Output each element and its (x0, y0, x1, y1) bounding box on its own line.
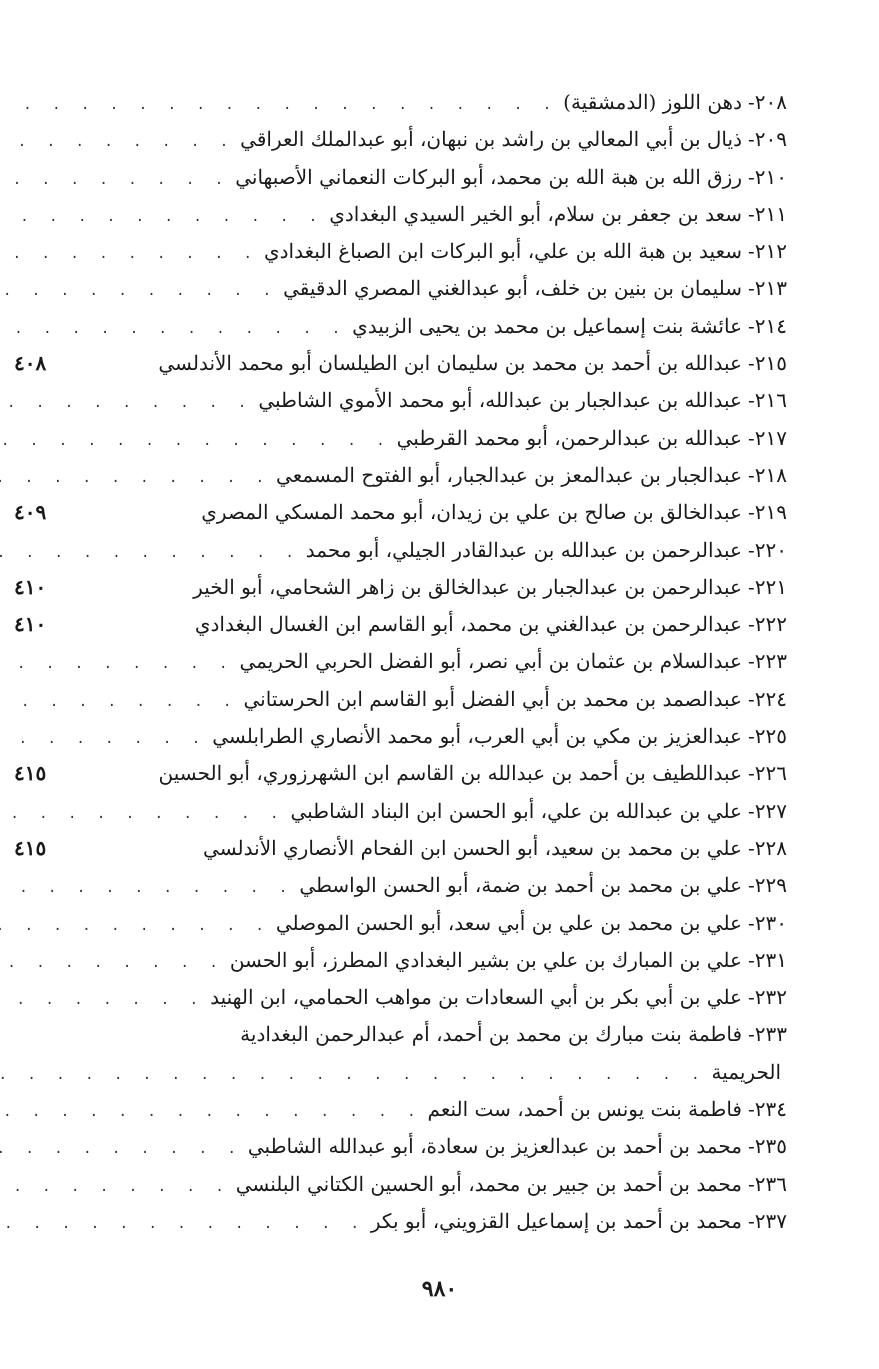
toc-entry (14, 121, 787, 158)
page-number: ٩٨٠ (421, 1276, 458, 1302)
entry-number: ٢١٠- (748, 164, 787, 189)
toc-entry (14, 159, 787, 196)
entry-title: عبدالخالق بن صالح بن علي بن زيدان، أبو محمد المسكي المصري (201, 500, 742, 525)
entry-number: ٢٢٢- (748, 612, 787, 637)
dot-leader (0, 87, 563, 124)
entry-title: عبدالله بن أحمد بن محمد بن سليمان ابن الطيلسان أبو محمد الأندلسي (158, 351, 742, 376)
toc-entry (14, 830, 787, 867)
entry-number: ٢١١- (748, 201, 787, 226)
entry-title: فاطمة بنت يونس بن أحمد، ست النعم (427, 1097, 742, 1122)
toc-entry (14, 793, 787, 830)
entry-number: ٢٢٨- (748, 835, 787, 860)
entry-number: ٢١٥- (748, 351, 787, 376)
toc-entry (14, 270, 787, 307)
entry-title: سليمان بن بنين بن خلف، أبو عبدالغني المصري الدقيقي (283, 276, 742, 301)
entry-title: علي بن محمد بن سعيد، أبو الحسن ابن الفحام الأنصاري الأندلسي (203, 835, 742, 860)
entry-number: ٢٠٩- (748, 127, 787, 152)
toc-entry (14, 979, 787, 1016)
entry-title: عبدالعزيز بن مكي بن أبي العرب، أبو محمد الأنصاري الطرابلسي (212, 724, 742, 749)
entry-title: دهن اللوز (الدمشقية) (563, 90, 742, 114)
toc-entry (14, 643, 787, 680)
dot-leader (0, 423, 397, 460)
entry-number: ٢١٢- (748, 239, 787, 264)
entry-number: ٢٢٣- (748, 649, 787, 674)
entry-number: ٢٠٨- (748, 90, 787, 114)
entry-title: عبداللطيف بن أحمد بن عبدالله بن القاسم ابن الشهرزوري، أبو الحسين (158, 761, 742, 786)
dot-leader (0, 199, 329, 236)
toc-entry (14, 345, 787, 382)
entry-number: ٢٢٩- (748, 873, 787, 898)
dot-leader (0, 273, 283, 310)
entry-title: عبدالصمد بن محمد بن أبي الفضل أبو القاسم ابن الحرستاني (243, 686, 742, 711)
entry-number: ٢١٤- (748, 313, 787, 338)
entry-number: ٢١٧- (748, 425, 787, 450)
entry-page-number: ٤١٥ (14, 835, 47, 860)
dot-leader (0, 124, 240, 161)
dot-leader (0, 236, 264, 273)
entry-page-number: ٤١٠ (14, 612, 47, 637)
toc-entry (14, 233, 787, 270)
toc-entry (14, 755, 787, 792)
entry-number: ٢١٦- (748, 388, 787, 413)
entry-title: سعد بن جعفر بن سلام، أبو الخير السيدي البغدادي (329, 201, 742, 226)
dot-leader (0, 535, 306, 572)
dot-leader (0, 1206, 371, 1243)
entry-number: ٢٣٧- (748, 1208, 787, 1233)
dot-leader (0, 162, 235, 199)
toc-entry (14, 1128, 787, 1165)
dot-leader (0, 460, 276, 497)
toc-entry (14, 84, 787, 121)
entry-title: رزق الله بن هبة الله بن محمد، أبو البركات النعماني الأصبهاني (235, 164, 742, 189)
toc-entry (14, 196, 787, 233)
entry-title: الحريمية (711, 1059, 781, 1084)
toc-entry (14, 494, 787, 531)
entry-number: ٢٣٦- (748, 1171, 787, 1196)
entry-title: عبدالرحمن بن عبدالجبار بن عبدالخالق بن زاهر الشحامي، أبو الخير (193, 574, 742, 599)
table-of-contents (14, 84, 787, 1240)
entry-number: ٢٣٢- (748, 985, 787, 1010)
entry-number: ٢٣١- (748, 947, 787, 972)
entry-title: فاطمة بنت مبارك بن محمد بن أحمد، أم عبدالرحمن البغدادية (240, 1022, 742, 1047)
entry-title: سعيد بن هبة الله بن علي، أبو البركات ابن الصباغ البغدادي (263, 239, 742, 264)
toc-entry (14, 569, 787, 606)
entry-number: ٢٢٠- (748, 537, 787, 562)
toc-entry (14, 1203, 787, 1240)
dot-leader (0, 796, 290, 833)
entry-page-number: ٤٠٩ (14, 500, 47, 525)
entry-page-number: ٤١٥ (14, 761, 47, 786)
entry-page-number: ٤١٠ (14, 574, 47, 599)
entry-number: ٢٣٣- (748, 1022, 787, 1047)
entry-title: علي بن المبارك بن علي بن بشير البغدادي المطرز، أبو الحسن (229, 947, 742, 972)
toc-entry (14, 420, 787, 457)
dot-leader (0, 908, 276, 945)
dot-leader (0, 684, 243, 721)
entry-number: ٢١٣- (748, 276, 787, 301)
dot-leader (0, 311, 352, 348)
toc-entry (14, 1166, 787, 1203)
entry-number: ٢٢٧- (748, 798, 787, 823)
dot-leader (0, 1057, 712, 1094)
toc-entry (14, 905, 787, 942)
entry-title: عبدالرحمن بن عبدالله بن عبدالقادر الجيلي، أبو محمد (305, 537, 742, 562)
entry-title: عبدالسلام بن عثمان بن أبي نصر، أبو الفضل الحربي الحريمي (239, 649, 742, 674)
toc-entry (14, 1091, 787, 1128)
entry-title: علي بن محمد بن علي بن أبي سعد، أبو الحسن الموصلي (275, 910, 742, 935)
toc-entry (14, 942, 787, 979)
toc-entry (14, 718, 787, 755)
entry-title: علي بن محمد بن أحمد بن ضمة، أبو الحسن الواسطي (299, 873, 742, 898)
entry-title: عبدالله بن عبدالرحمن، أبو محمد القرطبي (396, 425, 742, 450)
entry-title: عائشة بنت إسماعيل بن محمد بن يحيى الزبيدي (352, 313, 742, 338)
toc-entry (14, 867, 787, 904)
entry-title: ذيال بن أبي المعالي بن راشد بن نبهان، أبو عبدالملك العراقي (240, 127, 742, 152)
dot-leader (0, 1094, 428, 1131)
toc-entry (14, 681, 787, 718)
toc-entry (14, 382, 787, 419)
dot-leader (0, 1169, 236, 1206)
dot-leader (0, 982, 210, 1019)
entry-title: محمد بن أحمد بن عبدالعزيز بن سعادة، أبو عبدالله الشاطبي (247, 1134, 742, 1159)
dot-leader (0, 945, 230, 982)
entry-title: محمد بن أحمد بن إسماعيل القزويني، أبو بكر (370, 1208, 742, 1233)
toc-entry (14, 532, 787, 569)
dot-leader (0, 1131, 248, 1168)
entry-number: ٢٢٦- (748, 761, 787, 786)
toc-entry (14, 308, 787, 345)
entry-number: ٢٢١- (748, 574, 787, 599)
entry-number: ٢١٨- (748, 462, 787, 487)
dot-leader (0, 721, 212, 758)
entry-page-number: ٤٠٨ (14, 351, 47, 376)
entry-title: عبدالله بن عبدالجبار بن عبدالله، أبو محمد الأموي الشاطبي (258, 388, 742, 413)
entry-number: ٢٢٥- (748, 724, 787, 749)
dot-leader (0, 385, 258, 422)
entry-number: ٢٣٠- (748, 910, 787, 935)
toc-entry (14, 1054, 787, 1091)
toc-entry (14, 1016, 787, 1053)
toc-entry (14, 606, 787, 643)
entry-title: علي بن أبي بكر بن أبي السعادات بن مواهب الحمامي، ابن الهنيد (210, 985, 742, 1010)
entry-title: عبدالجبار بن عبدالمعز بن عبدالجبار، أبو الفتوح المسمعي (276, 462, 742, 487)
entry-title: علي بن عبدالله بن علي، أبو الحسن ابن البناد الشاطبي (290, 798, 742, 823)
entry-number: ٢٣٤- (748, 1097, 787, 1122)
dot-leader (0, 870, 299, 907)
entry-title: محمد بن أحمد بن جبير بن محمد، أبو الحسين الكتاني البلنسي (235, 1171, 742, 1196)
entry-number: ٢٢٤- (748, 686, 787, 711)
dot-leader (0, 646, 239, 683)
toc-entry (14, 457, 787, 494)
entry-number: ٢١٩- (748, 500, 787, 525)
entry-title: عبدالرحمن بن عبدالغني بن محمد، أبو القاسم ابن الغسال البغدادي (194, 612, 742, 637)
entry-number: ٢٣٥- (748, 1134, 787, 1159)
